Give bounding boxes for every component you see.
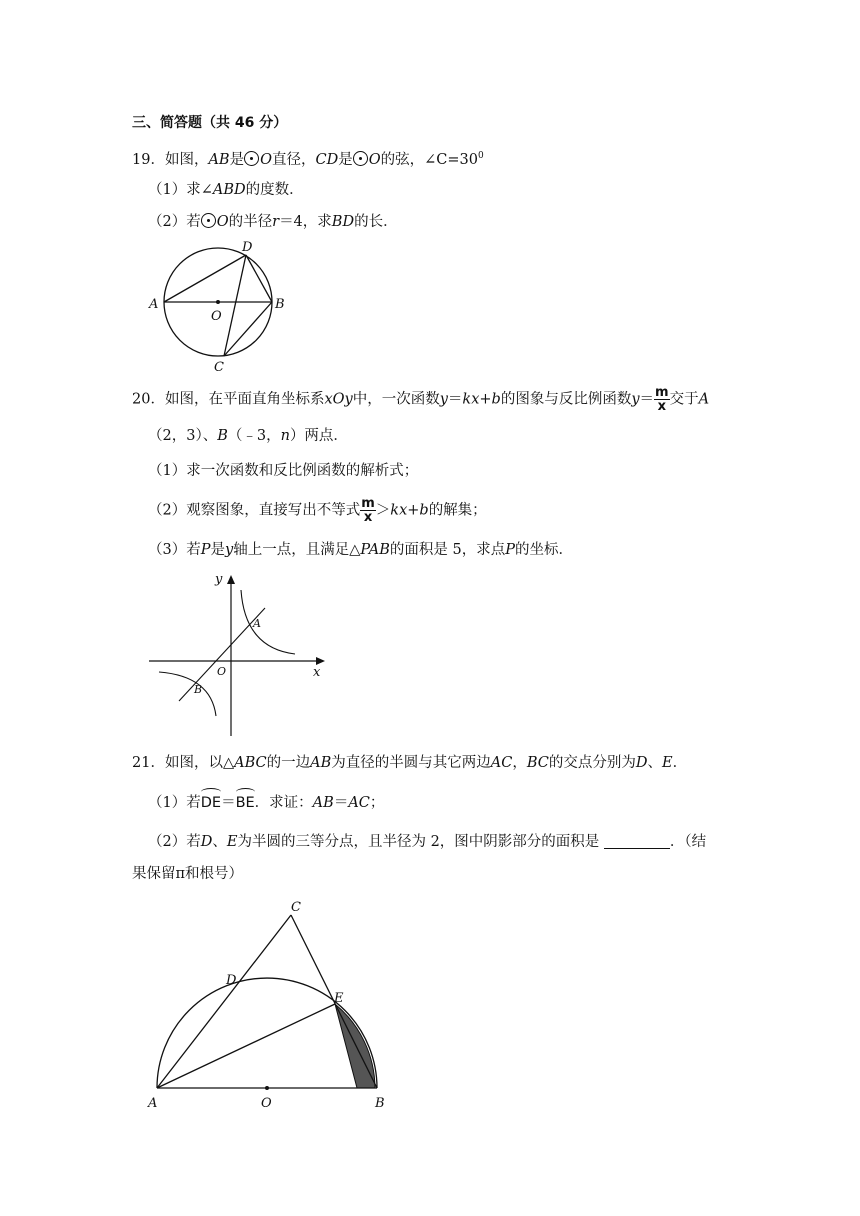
label-e: E — [334, 991, 344, 1006]
circle-dot-icon — [244, 151, 259, 166]
label-x: x — [313, 665, 321, 680]
q20-part2: （2）观察图象，直接写出不等式 $\frac{m}{x}$ ＞kx+b的解集； — [148, 496, 487, 525]
label-o: O — [261, 1096, 272, 1111]
y-axis-arrow-icon — [227, 575, 235, 584]
segment-ad — [164, 255, 246, 302]
answer-blank[interactable] — [604, 834, 670, 849]
fraction-m-over-x: $\frac{m}{x}$ — [361, 496, 375, 525]
label-a: A — [148, 1096, 158, 1111]
center-point — [265, 1086, 269, 1090]
label-c: C — [291, 900, 301, 915]
label-a: A — [149, 297, 159, 312]
x-axis-arrow-icon — [316, 657, 325, 665]
label-b: B — [275, 297, 285, 312]
q21-semicircle-figure — [145, 895, 395, 1115]
q21-number: 21． — [132, 755, 165, 771]
q19-circle-figure — [145, 236, 295, 374]
q20-number: 20． — [132, 391, 165, 408]
circle-dot-icon — [201, 213, 216, 228]
fraction-m-over-x: $\frac{m}{x}$ — [655, 385, 669, 414]
label-d: D — [226, 973, 237, 988]
q21-part2: （2）若D、E为半圆的三等分点，且半径为 2，图中阴影部分的面积是 ．（结 — [148, 834, 707, 850]
hyperbola-branch-right — [241, 590, 295, 654]
q20-part3: （3）若P是y轴上一点，且满足△PAB的面积是 5，求点P的坐标． — [148, 542, 574, 558]
section-title: 三、简答题（共 46 分） — [132, 115, 288, 131]
label-b: B — [194, 683, 203, 696]
side-ac — [157, 915, 291, 1088]
segment-db — [246, 255, 272, 302]
hyperbola-branch-left — [159, 672, 216, 716]
arc-be: BE — [235, 795, 255, 811]
q20-graph-figure — [145, 570, 335, 740]
q20-stem-line2: （2，3）、B（﹣3，n）两点． — [148, 428, 348, 444]
q19-stem: 19．如图，AB是 O直径，CD是 O的弦，$\angle C=30^0$ — [132, 151, 484, 168]
q21-part1: （1）若DE＝BE．求证：AB＝AC； — [148, 795, 385, 811]
label-a: A — [253, 617, 261, 630]
label-d: D — [242, 240, 253, 255]
center-point — [216, 300, 220, 304]
circle-dot-icon — [353, 151, 368, 166]
chord-cd — [224, 255, 246, 356]
q19-part1: （1）求∠ABD的度数． — [148, 182, 304, 198]
q19-part2: （2）若 O的半径r＝4，求BD的长． — [148, 214, 398, 230]
q20-part1: （1）求一次函数和反比例函数的解析式； — [148, 463, 419, 479]
label-o: O — [211, 309, 222, 324]
q21-stem: 21．如图，以△ABC的一边AB为直径的半圆与其它两边AC，BC的交点分别为D、E． — [132, 755, 688, 771]
label-o: O — [217, 665, 227, 678]
q19-number: 19． — [132, 151, 165, 168]
arc-de: DE — [200, 795, 222, 811]
q21-part2-continued: 果保留π和根号） — [132, 866, 244, 882]
label-b: B — [375, 1096, 385, 1111]
label-y: y — [215, 572, 223, 587]
q20-stem-line1: 20．如图，在平面直角坐标系xOy中，一次函数y＝kx+b的图象与反比例函数y＝ $\frac{m}{x}$ 交于A — [132, 385, 710, 414]
label-c: C — [214, 360, 224, 374]
